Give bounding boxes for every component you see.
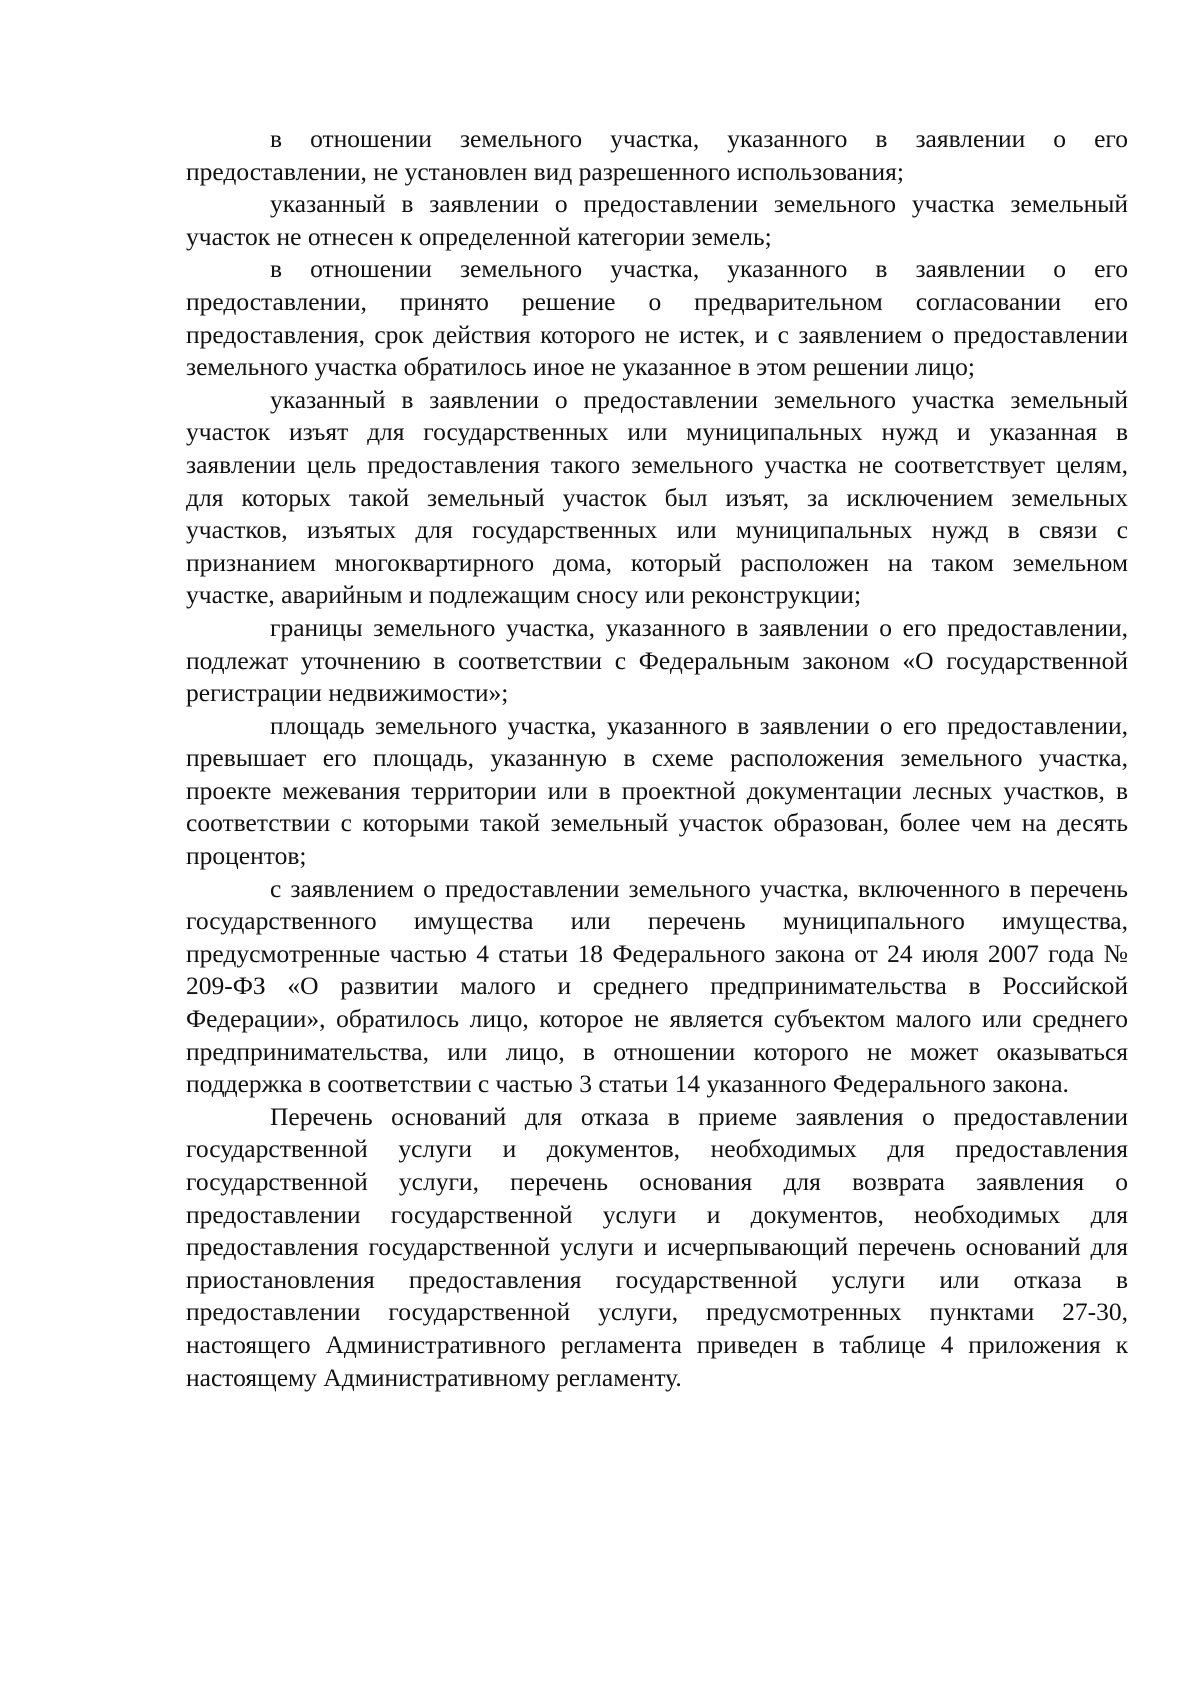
paragraph-no-land-category: указанный в заявлении о предоставлении земельного участка земельный участок не отнесен к определенной категории земель; (186, 189, 1128, 251)
document-body (186, 123, 1128, 1394)
paragraph-small-business: с заявлением о предоставлении земельного участка, включенного в перечень государственного имущества или перечень муниципального имущества, предусмотренные частью 4 статьи 18 Федерального закона от 24 июля 2007 года № 209-ФЗ «О развитии малого и среднего предпринимательства в Российской Федерации», обратилось лицо, которое не является субъектом малого или среднего предпринимательства, или лицо, в отношении которого не может оказываться поддержка в соответствии с частью 3 статьи 14 указанного Федерального закона. (186, 873, 1128, 1099)
paragraph-area-exceeds: площадь земельного участка, указанного в заявлении о его предоставлении, превышает его площадь, указанную в схеме расположения земельного участка, проекте межевания территории или в проектной документации лесных участков, в соответствии с которыми такой земельный участок образован, более чем на десять процентов; (186, 710, 1128, 871)
paragraph-boundaries-clarification: границы земельного участка, указанного в заявлении о его предоставлении, подлежат уточнению в соответствии с Федеральным законом «О государственной регистрации недвижимости»; (186, 612, 1128, 708)
paragraph-grounds-list: Перечень оснований для отказа в приеме заявления о предоставлении государственной услуги и документов, необходимых для предоставления государственной услуги, перечень основания для возврата заявления о предоставлении государственной услуги и документов, необходимых для предоставления государственной услуги и исчерпывающий перечень оснований для приостановления предоставления государственной услуги или отказа в предоставлении государственной услуги, предусмотренных пунктами 27-30, настоящего Административного регламента приведен в таблице 4 приложения к настоящему Административному регламенту. (186, 1101, 1128, 1392)
paragraph-preliminary-approval: в отношении земельного участка, указанного в заявлении о его предоставлении, принято решение о предварительном согласовании его предоставления, срок действия которого не истек, и с заявлением о предоставлении земельного участка обратилось иное не указанное в этом решении лицо; (186, 254, 1128, 382)
paragraph-seized-land: указанный в заявлении о предоставлении земельного участка земельный участок изъят для государственных или муниципальных нужд и указанная в заявлении цель предоставления такого земельного участка не соответствует целям, для которых такой земельный участок был изъят, за исключением земельных участков, изъятых для государственных или муниципальных нужд в связи с признанием многоквартирного дома, который расположен на таком земельном участке, аварийным и подлежащим сносу или реконструкции; (186, 384, 1128, 610)
paragraph-no-permitted-use: в отношении земельного участка, указанного в заявлении о его предоставлении, не установлен вид разрешенного использования; (186, 124, 1128, 186)
